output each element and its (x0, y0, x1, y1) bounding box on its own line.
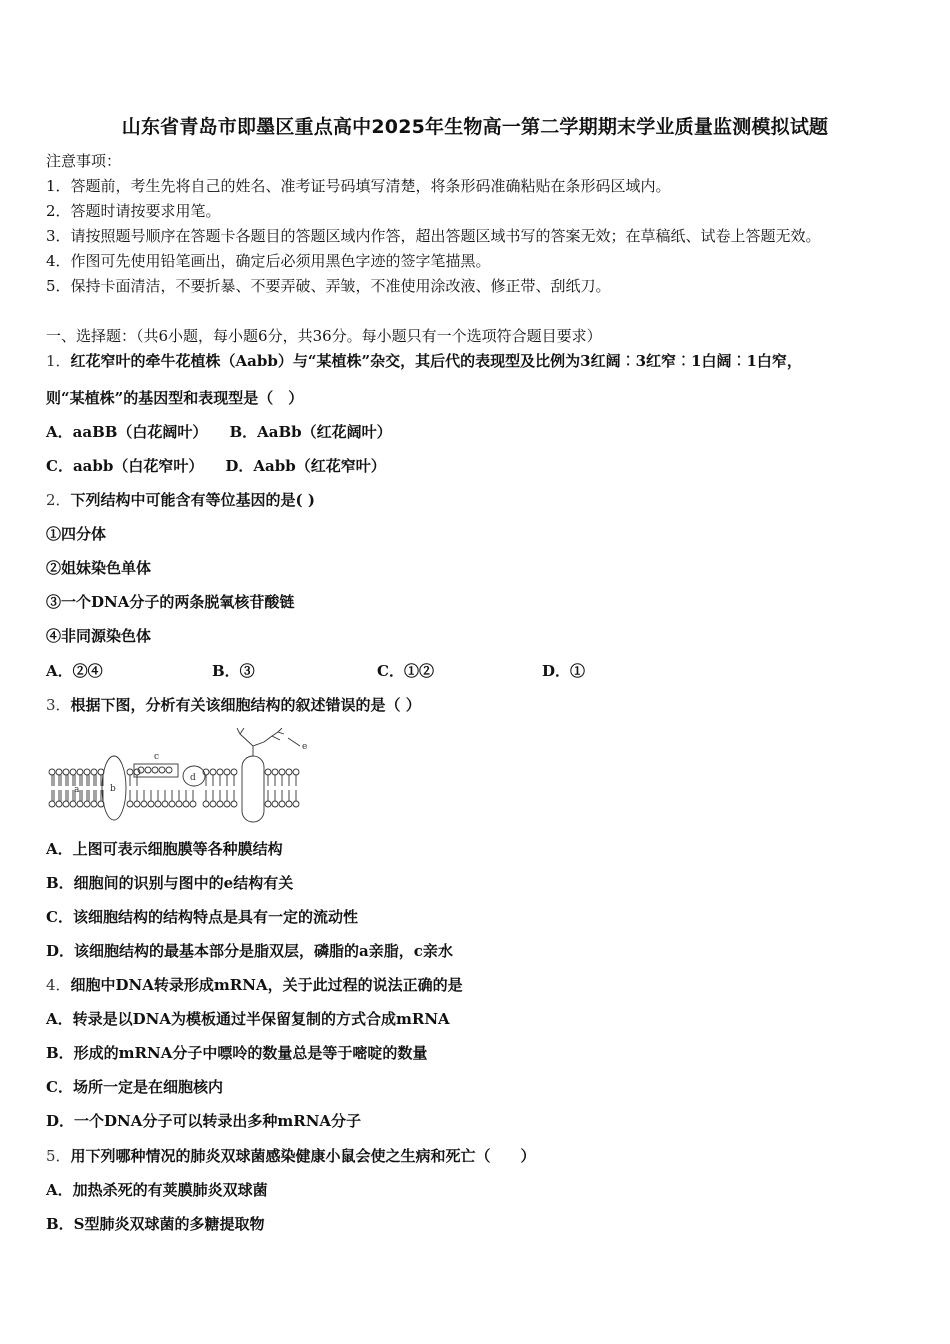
question-number: 4． (46, 976, 71, 994)
question-number: 3． (46, 696, 71, 714)
section-heading: 一、选择题：（共6小题，每小题6分，共36分。每小题只有一个选项符合题目要求） (46, 327, 602, 345)
label-b: b (110, 784, 116, 794)
label-d: d (190, 773, 196, 783)
statement-item: ④非同源染色体 (46, 627, 152, 645)
question-1-options-row1 (46, 422, 392, 442)
page-title: 山东省青岛市即墨区重点高中2025年生物高一第二学期期末学业质量监测模拟试题 (121, 116, 829, 138)
glycoprotein (242, 756, 264, 822)
question-text: 红花窄叶的牵牛花植株（Aabb）与“某植株”杂交，其后代的表现型及比例为3红阔︰3红窄︰1白阔︰1白窄， (70, 352, 802, 370)
notice-heading: 注意事项： (46, 152, 122, 170)
phospholipid-heads-bottom (49, 801, 299, 807)
notice-item: 4．作图可先使用铅笔画出，确定后必须用黑色字迹的签字笔描黑。 (46, 252, 491, 270)
label-line-e (288, 738, 300, 746)
notice-item: 1．答题前，考生先将自己的姓名、准考证号码填写清楚，将条形码准确粘贴在条形码区域内。 (46, 177, 671, 195)
question-number: 2． (46, 491, 71, 509)
label-c: c (154, 752, 160, 762)
phospholipid-tails (52, 775, 296, 801)
question-text: 下列结构中可能含有等位基因的是( ) (70, 491, 315, 509)
statement-item: ①四分体 (46, 525, 107, 543)
statement-item: ②姐妹染色单体 (46, 559, 152, 577)
question-5-stem (46, 1146, 536, 1166)
question-number: 5． (46, 1147, 71, 1165)
question-2-stem (46, 490, 315, 510)
option-c: C．该细胞结构的结构特点是具有一定的流动性 (46, 908, 358, 926)
option-c: C．aabb（白花窄叶） (46, 457, 204, 475)
bracket-c (134, 764, 178, 777)
notice-item: 3．请按照题号顺序在答题卡各题目的答题区域内作答，超出答题区域书写的答案无效；在草稿纸、试卷上答题无效。 (46, 227, 821, 245)
cell-membrane-diagram (44, 728, 316, 824)
question-text: 根据下图，分析有关该细胞结构的叙述错误的是（ ） (70, 696, 421, 714)
option-c: C．场所一定是在细胞核内 (46, 1078, 223, 1096)
label-e: e (302, 742, 308, 752)
question-1-options-row2 (46, 456, 386, 476)
option-b: B．③ (212, 662, 255, 680)
question-3-stem (46, 695, 421, 715)
option-d: D．① (542, 662, 586, 680)
question-1-stem-cont: 则“某植株”的基因型和表现型是（ ） (46, 389, 304, 407)
notice-item: 2．答题时请按要求用笔。 (46, 202, 221, 220)
question-1-stem (46, 351, 802, 371)
option-a: A．②④ (46, 662, 103, 680)
option-a: A．转录是以DNA为模板通过半保留复制的方式合成mRNA (46, 1010, 450, 1028)
notice-item: 5．保持卡面清洁，不要折暴、不要弄破、弄皱，不准使用涂改液、修正带、刮纸刀。 (46, 277, 611, 295)
label-a: a (74, 785, 80, 795)
question-text: 细胞中DNA转录形成mRNA，关于此过程的说法正确的是 (70, 976, 463, 994)
option-a: A．加热杀死的有荚膜肺炎双球菌 (46, 1181, 268, 1199)
option-d: D．一个DNA分子可以转录出多种mRNA分子 (46, 1112, 362, 1130)
option-b: B．细胞间的识别与图中的e结构有关 (46, 874, 294, 892)
option-a: A．aaBB（白花阔叶） (46, 423, 208, 441)
phospholipid-heads-c (138, 767, 172, 773)
option-d: D．Aabb（红花窄叶） (225, 457, 386, 475)
option-a: A．上图可表示细胞膜等各种膜结构 (46, 840, 283, 858)
option-b: B．S型肺炎双球菌的多糖提取物 (46, 1215, 265, 1233)
option-d: D．该细胞结构的最基本部分是脂双层，磷脂的a亲脂，c亲水 (46, 942, 453, 960)
statement-item: ③一个DNA分子的两条脱氧核苷酸链 (46, 593, 295, 611)
option-b: B．形成的mRNA分子中嘌呤的数量总是等于嘧啶的数量 (46, 1044, 428, 1062)
question-number: 1． (46, 352, 71, 370)
question-text: 用下列哪种情况的肺炎双球菌感染健康小鼠会使之生病和死亡（ ） (70, 1147, 536, 1165)
option-b: B．AaBb（红花阔叶） (229, 423, 392, 441)
phospholipid-heads-top (49, 769, 299, 775)
glycoprotein-chain (237, 728, 284, 756)
question-4-stem (46, 975, 463, 995)
option-c: C．①② (377, 662, 434, 680)
